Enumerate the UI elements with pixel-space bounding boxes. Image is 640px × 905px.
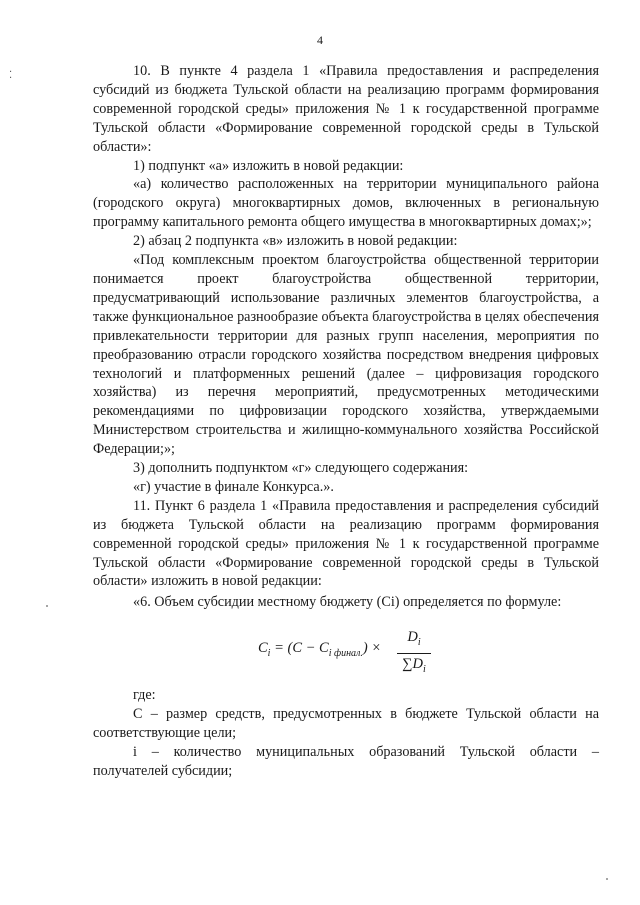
paragraph-where: где: bbox=[133, 687, 156, 704]
paragraph-sub-1: 1) подпункт «а» изложить в новой редакции: bbox=[133, 157, 404, 174]
paragraph-sub-3: 3) дополнить подпунктом «г» следующего содержания: bbox=[133, 460, 469, 477]
paragraph-formula-intro: «6. Объем субсидии местному бюджету (Ci) определяется по формуле: bbox=[133, 594, 562, 611]
paragraph-sub-g: «г) участие в финале Конкурса.». bbox=[133, 478, 334, 495]
formula-numerator: $D_i$ bbox=[407, 629, 421, 649]
formula-fraction bbox=[397, 628, 431, 679]
margin-mark: ⁚ bbox=[9, 70, 13, 81]
margin-dot bbox=[606, 878, 608, 880]
paragraph-def-i: i – количество муниципальных образований Тульской области – получателей субсидии; bbox=[93, 744, 599, 779]
formula-denominator: $\sum D_i$ bbox=[402, 656, 426, 676]
paragraph-10: 10. В пункте 4 раздела 1 «Правила предоставления и распределения субсидий из бюджета Тульской области на реализацию программ формирования современной городской среды» приложения № 1 к государственной программе Тульской области «Формирование современной городской среды в Тульской области»: bbox=[93, 63, 599, 155]
paragraph-complex-project: «Под комплексным проектом благоустройства общественной территории понимается проект благоустройства общественной территории, предусматривающий использование различных элементов благоустройства, а также функциональное разнообразие объекта благоустройства в целях обеспечения привлекательности территории для разных групп населения, мероприятия по преобразованию отрасли городского хозяйства посредством внедрения цифровых технологий и платформенных решений (далее – цифровизация городского хозяйства) из перечня мероприятий, предусмотренных методическими рекомендациями по цифровизации городского хозяйства, утверждаемыми Министерством строительства и жилищно-коммунального хозяйства Российской Федерации;»; bbox=[93, 252, 599, 458]
formula-lhs: $C_i = (C - C_{i финал.})$ × bbox=[258, 640, 382, 660]
paragraph-sub-a: «а) количество расположенных на территории муниципального района (городского округа) многоквартирных домов, включенных в региональную программу капитального ремонта общего имущества в многоквартирных домах;»; bbox=[93, 176, 599, 231]
fraction-bar bbox=[397, 653, 431, 654]
paragraph-def-c: C – размер средств, предусмотренных в бюджете Тульской области на соответствующие цели; bbox=[93, 706, 599, 742]
page-number: 4 bbox=[317, 33, 323, 47]
subsidy-formula bbox=[93, 620, 599, 676]
paragraph-sub-2: 2) абзац 2 подпункта «в» изложить в новой редакции: bbox=[133, 233, 458, 250]
paragraph-11: 11. Пункт 6 раздела 1 «Правила предоставления и распределения субсидий из бюджета Тульской области на реализацию программ формирования современной городской среды» приложения № 1 к государственной программе Тульской области «Формирование современной городской среды в Тульской области» изложить в новой редакции: bbox=[93, 497, 599, 590]
document-body bbox=[93, 62, 599, 781]
margin-dot bbox=[46, 605, 48, 607]
